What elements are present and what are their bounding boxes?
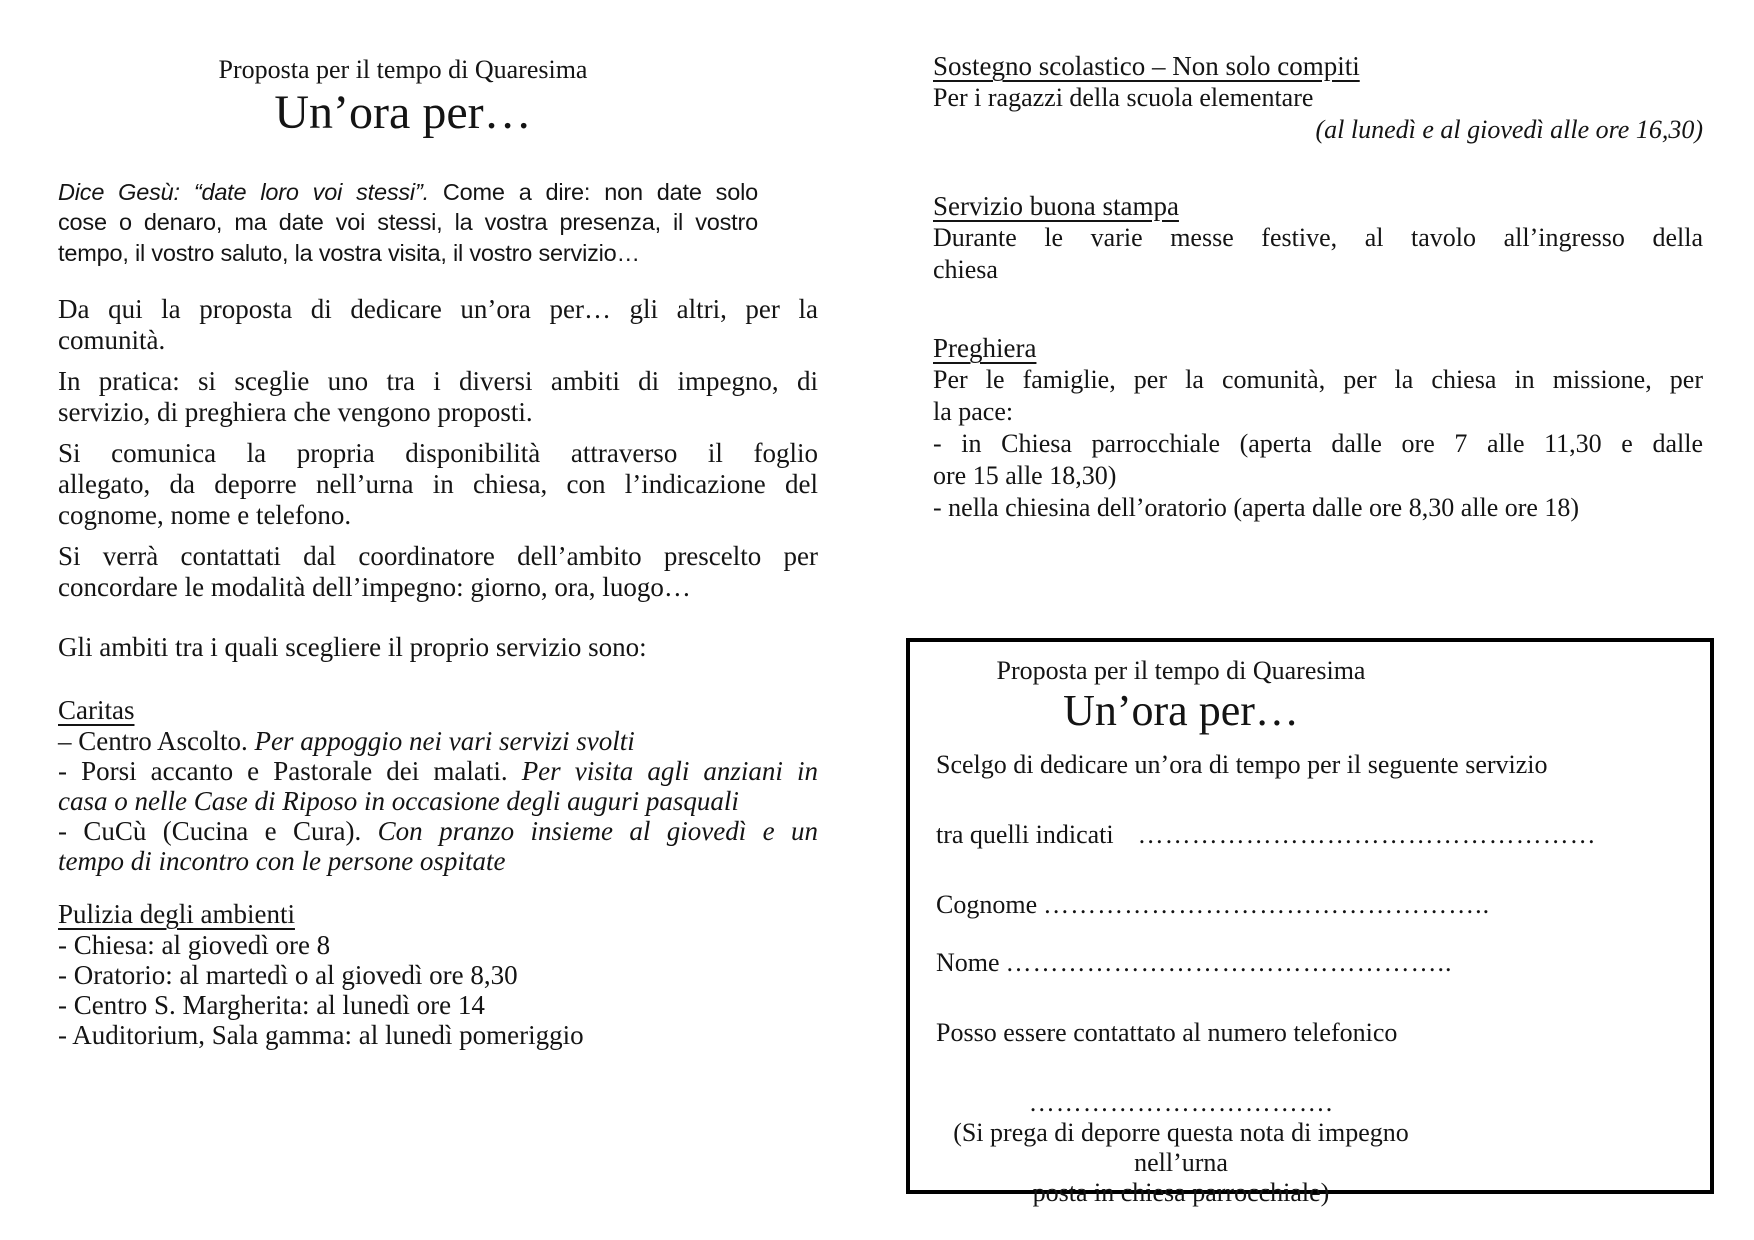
italic-text: casa o nelle Case di Riposo in occasione degli auguri pasquali [58,785,739,816]
surname-fill-in-line: ………………………………………….. [1043,890,1491,919]
preghiera-body [933,364,1703,524]
text: - Porsi accanto e Pastorale dei malati. [58,755,522,786]
text: - Oratorio: al martedì o al giovedì ore 8,30 [58,959,518,990]
text: Come a dire: non date solo [442,179,758,205]
text: – Centro Ascolto. [58,725,255,756]
stampa-body [933,222,1703,286]
form-row-among [936,820,1710,850]
text-line [58,572,818,603]
form-choose-line: Scelgo di dedicare un’ora di tempo per il seguente servizio [936,750,1548,779]
text-line [58,541,818,572]
form-row-surname [936,890,1710,920]
pulizia-list [58,930,818,1050]
left-column [58,55,818,1050]
text: - Chiesa: al giovedì ore 8 [58,929,331,960]
section-heading-stampa: Servizio buona stampa [933,191,1179,221]
paragraph-si-comunica [58,438,818,531]
text-line [58,1020,818,1050]
sostegno-note: (al lunedì e al giovedì alle ore 16,30) [1315,115,1703,144]
text: - CuCù (Cucina e Cura). [58,815,378,846]
form-note-line1: (Si prega di deporre questa nota di impegno nell’urna [953,1118,1409,1177]
sostegno-body: Per i ragazzi della scuola elementare [933,83,1314,112]
section-heading-preghiera: Preghiera [933,333,1037,363]
text-line [58,366,818,397]
text: - nella chiesina dell’oratorio (aperta dalle ore 8,30 alle ore 18) [933,493,1580,522]
text-line [58,990,818,1020]
italic-text: Dice Gesù: “date loro voi stessi”. [58,179,443,205]
text-line [58,816,818,846]
text-line [58,469,818,500]
text: tempo, il vostro saluto, la vostra visita, il vostro servizio… [58,239,640,266]
form-row-name [936,948,1710,978]
text: Durante le varie messe festive, al tavolo all’ingresso della [933,223,1703,252]
text-line [58,177,758,207]
text-line [58,726,818,756]
text-line [933,492,1703,524]
text: la pace: [933,397,1014,426]
text-line [933,222,1703,254]
text-line [58,756,818,786]
paragraph-gli-ambiti [58,632,818,663]
form-name-label: Nome [936,948,1000,977]
form-phone-line: Posso essere contattato al numero telefonico [936,1018,1398,1047]
paragraph-proposta [58,294,818,356]
commitment-form-box [906,638,1714,1207]
section-heading-caritas: Caritas [58,694,135,725]
italic-text: Con pranzo insieme al giovedì e un [377,815,818,846]
italic-text: tempo di incontro con le persone ospitate [58,845,506,876]
text-line [58,438,818,469]
text-line [58,960,818,990]
section-heading-pulizia: Pulizia degli ambienti [58,898,295,929]
among-fill-in-line: …………………………………………… [1137,820,1597,849]
text: comunità. [58,324,166,355]
text: servizio, di preghiera che vengono proposti. [58,396,533,427]
name-fill-in-line: ………………………………………….. [1005,948,1453,977]
phone-fill-in-line: ……………………………. [1028,1088,1334,1117]
italic-text: Per visita agli anziani in [521,755,819,786]
text-line [933,460,1703,492]
left-title: Un’ora per… [274,86,532,139]
text-line [933,428,1703,460]
form-note-line2: posta in chiesa parrocchiale) [1032,1178,1330,1207]
text: chiesa [933,255,998,284]
text-line [933,396,1703,428]
text: Si comunica la propria disponibilità attraverso il foglio [58,437,818,468]
right-column [933,50,1703,524]
text-line [58,500,818,531]
form-surname-label: Cognome [936,890,1038,919]
text: cose o denaro, ma date voi stessi, la vostra presenza, il vostro [58,209,758,236]
text-line [58,294,818,325]
text: concordare le modalità dell’impegno: giorno, ora, luogo… [58,571,691,602]
text: - Centro S. Margherita: al lunedì ore 14 [58,989,485,1020]
form-kicker: Proposta per il tempo di Quaresima [996,656,1366,685]
italic-text: Per appoggio nei vari servizi svolti [254,725,635,756]
text-line [58,238,758,268]
text: - Auditorium, Sala gamma: al lunedì pomeriggio [58,1019,584,1050]
text-line [58,325,818,356]
text-line [58,397,818,428]
text: Si verrà contattati dal coordinatore dell’ambito prescelto per [58,540,818,571]
text-line [58,786,818,816]
form-among-label: tra quelli indicati [936,820,1114,849]
text-line [58,930,818,960]
text: cognome, nome e telefono. [58,499,352,530]
text-line [58,846,818,876]
text-line [58,632,818,663]
text-line [58,207,758,237]
caritas-list [58,726,818,876]
intro-paragraph [58,177,758,268]
left-kicker: Proposta per il tempo di Quaresima [218,55,588,84]
paragraph-si-verra [58,541,818,603]
text: Da qui la proposta di dedicare un’ora per… gli altri, per la [58,293,818,324]
text: In pratica: si sceglie uno tra i diversi ambiti di impegno, di [58,365,818,396]
section-heading-sostegno: Sostegno scolastico – Non solo compiti [933,51,1360,81]
text: allegato, da deporre nell’urna in chiesa, con l’indicazione del [58,468,818,499]
text-line [933,364,1703,396]
form-title: Un’ora per… [1063,686,1299,735]
text: ore 15 alle 18,30) [933,461,1117,490]
text: Gli ambiti tra i quali scegliere il proprio servizio sono: [58,631,647,662]
text: - in Chiesa parrocchiale (aperta dalle ore 7 alle 11,30 e dalle [933,429,1703,458]
text-line [933,254,1703,286]
text: Per le famiglie, per la comunità, per la chiesa in missione, per [933,365,1703,394]
paragraph-in-pratica [58,366,818,428]
